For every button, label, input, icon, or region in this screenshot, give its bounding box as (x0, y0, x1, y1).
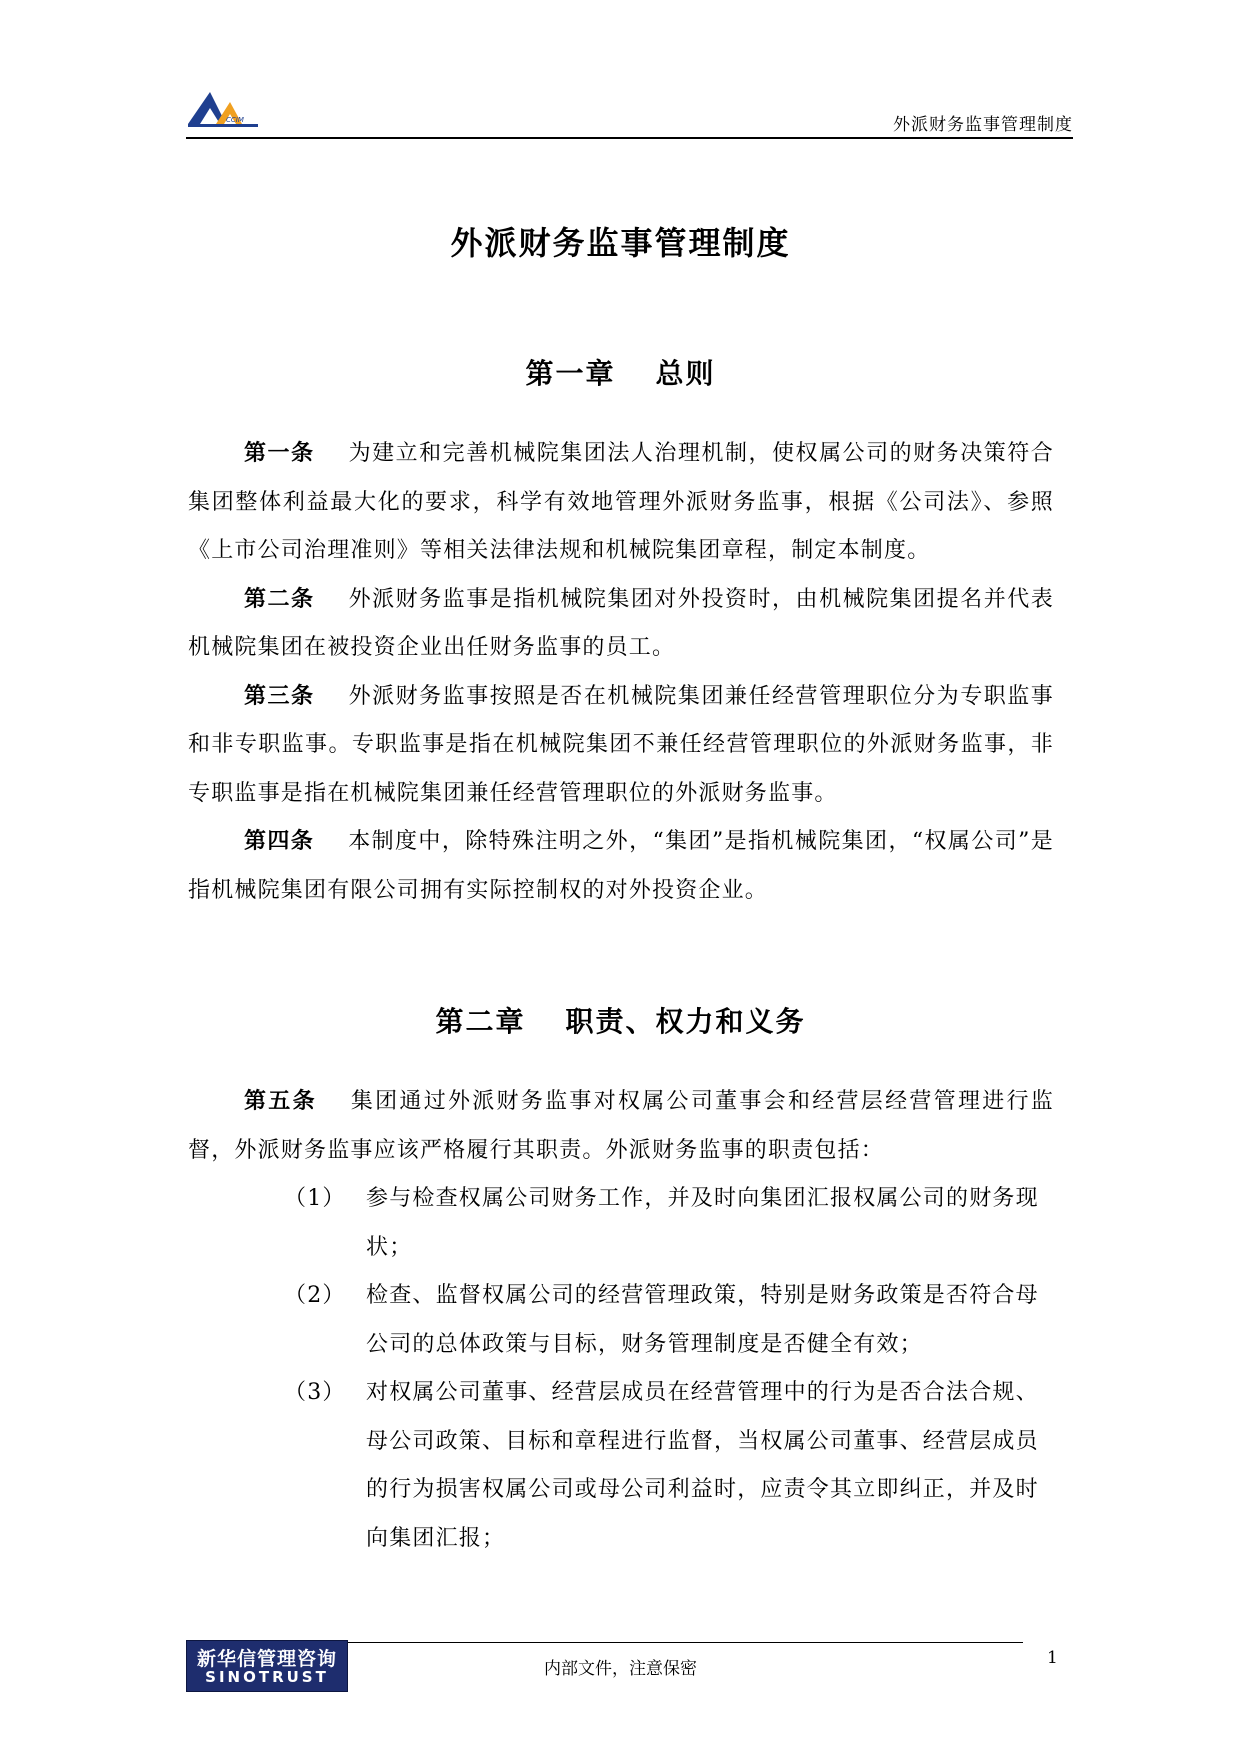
list-text: 检查、监督权属公司的经营管理政策，特别是财务政策是否符合母公司的总体政策与目标，财务管理制度是否健全有效； (366, 1283, 1039, 1357)
header-title: 外派财务监事管理制度 (893, 115, 1073, 135)
article-5 (188, 1078, 1054, 1175)
article-text: 集团通过外派财务监事对权属公司董事会和经营层经营管理进行监督，外派财务监事应该严格履行其职责。外派财务监事的职责包括： (188, 1089, 1054, 1163)
svg-text:CCIM: CCIM (226, 116, 244, 124)
chapter-1-body (188, 430, 1054, 915)
article-label: 第五条 (244, 1089, 317, 1114)
article-label: 第二条 (244, 586, 315, 612)
logo-english-text: SINOTRUST (205, 1668, 329, 1686)
article-1 (188, 430, 1054, 576)
header-divider (186, 137, 1073, 139)
article-label: 第四条 (244, 829, 315, 854)
list-item (188, 1175, 1054, 1272)
chapter-2-body (188, 1078, 1054, 1175)
chapter-1-heading (0, 352, 1241, 392)
chapter-2-heading (0, 1000, 1241, 1040)
article-text: 外派财务监事按照是否在机械院集团兼任经营管理职位分为专职监事和非专职监事。专职监事是指在机械院集团不兼任经营管理职位的外派财务监事，非专职监事是指在机械院集团兼任经营管理职位的外派财务监事。 (188, 683, 1054, 806)
chapter-2-name: 职责、权力和义务 (565, 1005, 806, 1038)
company-logo (186, 84, 270, 132)
page-number: 1 (1047, 1648, 1058, 1668)
article-2 (188, 576, 1054, 673)
chapter-1-number: 第一章 (525, 357, 616, 390)
chapter-1-name: 总则 (655, 357, 716, 390)
duty-list (188, 1175, 1054, 1563)
list-item (188, 1369, 1054, 1563)
article-4 (188, 818, 1054, 915)
list-text: 参与检查权属公司财务工作，并及时向集团汇报权属公司的财务现状； (366, 1186, 1039, 1260)
list-item (188, 1272, 1054, 1369)
article-label: 第三条 (244, 683, 315, 709)
list-number: （1） (284, 1186, 346, 1211)
article-text: 本制度中，除特殊注明之外，“集团”是指机械院集团，“权属公司”是指机械院集团有限公司拥有实际控制权的对外投资企业。 (188, 829, 1054, 903)
article-label: 第一条 (244, 441, 315, 466)
chapter-2-number: 第二章 (435, 1005, 526, 1038)
list-number: （3） (284, 1380, 346, 1405)
document-title: 外派财务监事管理制度 (450, 224, 791, 262)
article-3 (188, 673, 1054, 819)
article-text: 外派财务监事是指机械院集团对外投资时，由机械院集团提名并代表机械院集团在被投资企业出任财务监事的员工。 (188, 586, 1054, 660)
list-text: 对权属公司董事、经营层成员在经营管理中的行为是否合法合规、母公司政策、目标和章程进行监督，当权属公司董事、经营层成员的行为损害权属公司或母公司利益时，应责令其立即纠正，并及时向集团汇报； (366, 1380, 1039, 1551)
confidential-note: 内部文件，注意保密 (544, 1659, 697, 1679)
logo-chinese-text: 新华信管理咨询 (196, 1648, 337, 1670)
list-number: （2） (284, 1283, 346, 1308)
article-text: 为建立和完善机械院集团法人治理机制，使权属公司的财务决策符合集团整体利益最大化的要求，科学有效地管理外派财务监事，根据《公司法》、参照《上市公司治理准则》等相关法律法规和机械院集团章程，制定本制度。 (188, 441, 1054, 563)
